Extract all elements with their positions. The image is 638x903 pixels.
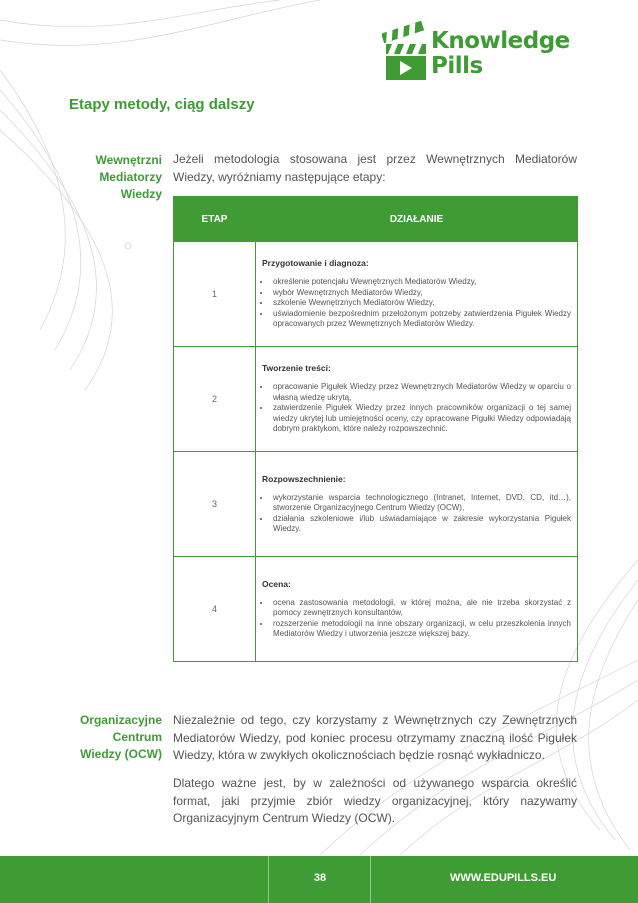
stage-number: 3 [174, 452, 256, 557]
column-header-stage: ETAP [174, 197, 256, 242]
list-item: • określenie potencjału Wewnętrznych Mediatorów Wiedzy, [271, 277, 571, 288]
section-label-internal-mediators: Wewnętrzni Mediatorzy Wiedzy [95, 153, 162, 201]
table-header-row [174, 197, 578, 242]
stage-number: 2 [174, 347, 256, 452]
footer-divider [370, 856, 371, 903]
table-row [174, 347, 578, 452]
stage-title: Przygotowanie i diagnoza: [262, 258, 369, 269]
section-intro-text: Jeżeli metodologia stosowana jest przez Wewnętrznych Mediatorów Wiedzy, wyróżniamy następujące etapy: [173, 152, 577, 184]
footer-divider [268, 856, 269, 903]
list-item: • uświadomienie bezpośrednim przełożonym potrzeby zatwierdzenia Pigułek Wiedzy opracowanych przez Wewnętrznych Mediatorów Wiedzy. [271, 309, 571, 330]
list-item: • rozszerzenie metodologii na inne obszary organizacji, w celu przeszkolenia innych Mediatorów Wiedzy i utworzenia jeszcze większej bazy. [271, 619, 571, 640]
stage-description [256, 452, 578, 557]
stage-title: Rozpowszechnienie: [262, 473, 346, 484]
list-item: • ocena zastosowania metodologii, w której można, ale nie trzeba skorzystać z pomocy zewnętrznych konsultantów, [271, 598, 571, 619]
stage-number: 1 [174, 242, 256, 347]
table-row [174, 242, 578, 347]
logo-text-pills: Pills [431, 53, 483, 79]
list-item: • zatwierdzenie Pigułek Wiedzy przez innych pracowników organizacji o tej samej wiedzy ukrytej lub umiejętności oceny, czy opracowane Pigułki Wiedzy odpowiadają dobrym praktykom, które należy rozpowszechnić. [271, 403, 571, 435]
stage-description [256, 347, 578, 452]
section-label-ocw: Organizacyjne Centrum Wiedzy (OCW) [79, 713, 162, 761]
stage-items [262, 382, 571, 435]
clapperboard-icon [382, 20, 428, 82]
stage-title: Tworzenie treści: [262, 363, 331, 374]
page-number: 38 [313, 872, 327, 884]
website-link[interactable]: WWW.EDUPILLS.EU [450, 872, 557, 884]
logo-text-knowledge: Knowledge [431, 28, 570, 54]
ocw-paragraph-2: Dlatego ważne jest, by w zależności od używanego wsparcia określić format, jaki przyjmie zbiór wiedzy organizacyjnej, który nazywamy Organizacyjnym Centrum Wiedzy (OCW). [173, 776, 577, 825]
stage-description [256, 557, 578, 662]
stage-items [262, 493, 571, 535]
list-item: • wykorzystanie wsparcia technologicznego (Intranet, Internet, DVD, CD, itd…), stworzenie Organizacyjnego Centrum Wiedzy (OCW), [271, 493, 571, 514]
list-item: • wybór Wewnętrznych Mediatorów Wiedzy, [271, 288, 571, 299]
column-header-action: DZIAŁANIE [256, 197, 578, 242]
ocw-paragraph-1: Niezależnie od tego, czy korzystamy z Wewnętrznych czy Zewnętrznych Mediatorów Wiedzy, pod koniec procesu otrzymamy znaczną ilość Pigułek Wiedzy, która w zwykłych okolicznościach będzie rosnąć wykładniczo. [173, 713, 577, 762]
stage-title: Ocena: [262, 578, 291, 589]
knowledge-pills-logo [382, 18, 582, 86]
table-row [174, 452, 578, 557]
stage-number: 4 [174, 557, 256, 662]
stages-table [173, 196, 578, 662]
page-title: Etapy metody, ciąg dalszy [69, 96, 255, 113]
stage-items [262, 598, 571, 640]
list-item: • szkolenie Wewnętrznych Mediatorów Wiedzy, [271, 298, 571, 309]
table-row [174, 557, 578, 662]
stage-description [256, 242, 578, 347]
list-item: • opracowanie Pigułek Wiedzy przez Wewnętrznych Mediatorów Wiedzy w oparciu o własną wiedzę ukrytą, [271, 382, 571, 403]
list-item: • działania szkoleniowe i/lub uświadamiające w zakresie wykorzystania Pigułek Wiedzy. [271, 514, 571, 535]
stage-items [262, 277, 571, 330]
